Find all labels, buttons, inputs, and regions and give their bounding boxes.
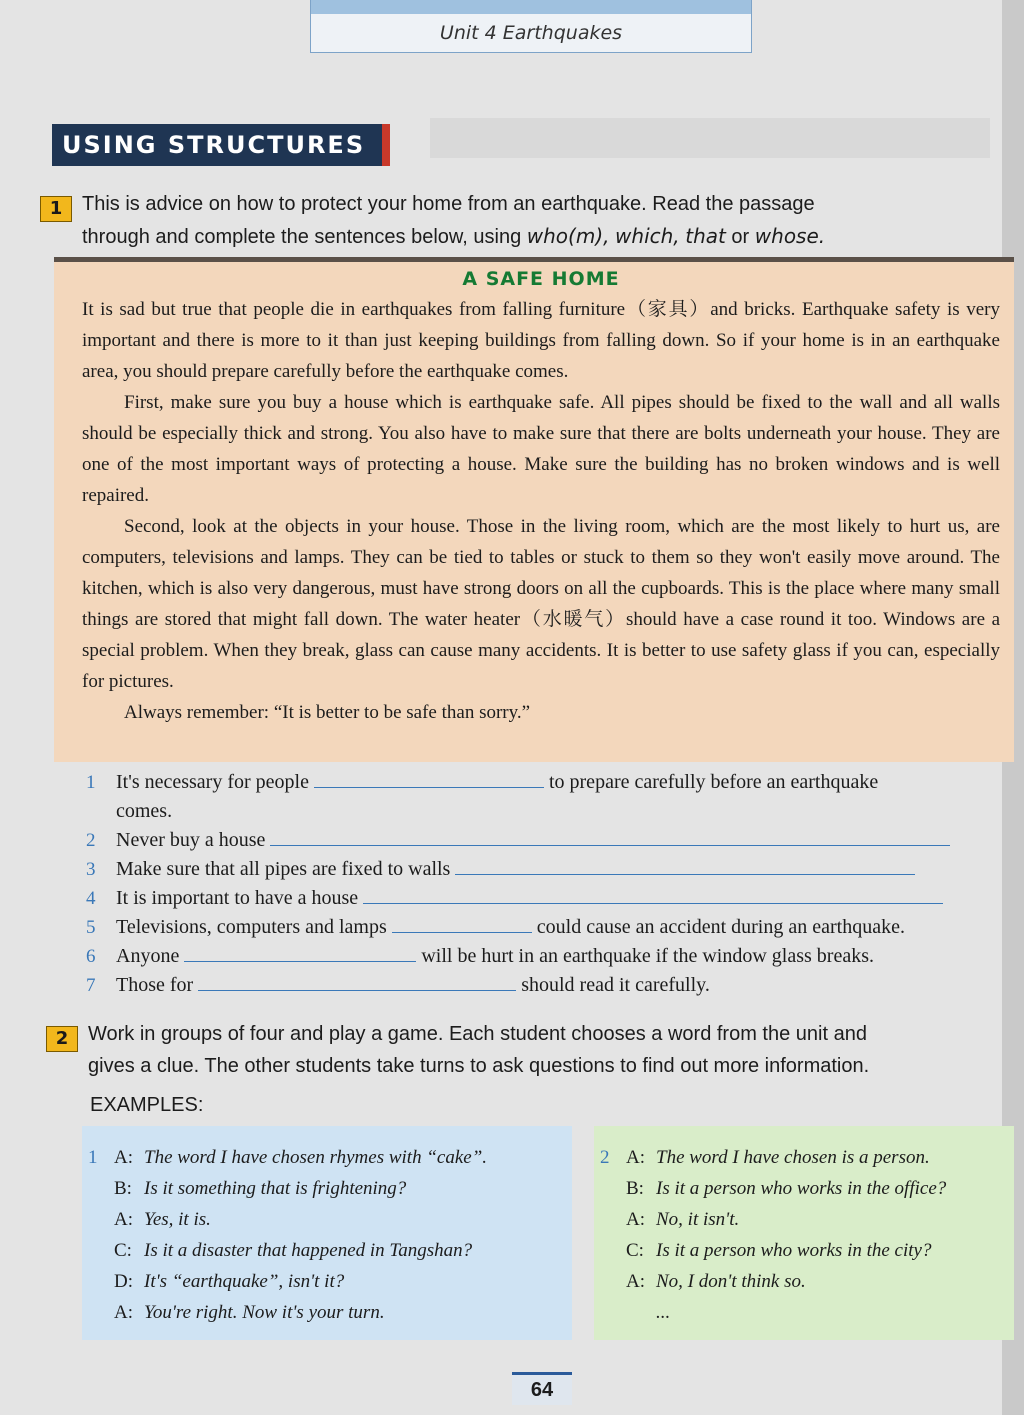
sentence-number: 6: [86, 946, 96, 967]
bleed-through-banner: [430, 118, 990, 158]
line-text: Is it a person who works in the office?: [656, 1178, 947, 1199]
connector-or: or: [731, 226, 750, 248]
sentence-text: It's necessary for people: [116, 771, 309, 793]
line-text: Yes, it is.: [144, 1209, 211, 1230]
sentence-text-after: could cause an accident during an earthquake.: [536, 916, 905, 938]
sentence-number: 3: [86, 859, 96, 880]
header-strip: [311, 0, 751, 14]
exercise-2-instruction: [88, 1018, 869, 1082]
examples-label: EXAMPLES:: [90, 1094, 204, 1116]
sentence-text: Those for: [116, 974, 194, 996]
speaker: B:: [114, 1178, 132, 1199]
speaker: C:: [626, 1240, 644, 1261]
instruction-prefix: through and complete the sentences below, using: [82, 226, 522, 248]
passage-paragraph-2: First, make sure you buy a house which is earthquake safe. All pipes should be fixed to the wall and all walls should be especially thick and strong. You also have to make sure that there are bolts underneath your house. They are one of the most important ways of protecting a house. Make sure the building has no broken windows and is well repaired.: [82, 392, 1000, 506]
instruction-line-1: This is advice on how to protect your home from an earthquake. Read the passage: [82, 193, 815, 215]
exercise-1-number: 1: [40, 196, 72, 222]
example-1-box: [82, 1126, 572, 1340]
line-text: Is it something that is frightening?: [144, 1178, 407, 1199]
pronoun-which: which,: [615, 224, 680, 248]
passage-paragraph-1: It is sad but true that people die in earthquakes from falling furniture（家具）and bricks. Earthquake safety is very important and there is more to it than just keeping buildings from falling down. So if your home is in an earthquake area, you should prepare carefully before the earthquake comes.: [82, 299, 1000, 382]
line-text: You're right. Now it's your turn.: [144, 1302, 385, 1323]
sentence-3: [86, 855, 1006, 884]
sentence-1: [86, 768, 1006, 826]
page-number: 64: [512, 1372, 572, 1405]
sentence-text: It is important to have a house: [116, 887, 359, 909]
passage-title: A SAFE HOME: [462, 268, 620, 290]
sentence-continuation: comes.: [116, 800, 173, 822]
line-text: ...: [656, 1302, 671, 1323]
answer-blank[interactable]: [270, 829, 950, 846]
pronoun-whose: whose.: [754, 224, 826, 248]
sentence-number: 5: [86, 917, 96, 938]
sentence-text-after: will be hurt in an earthquake if the window glass breaks.: [421, 945, 874, 967]
sentence-text: Make sure that all pipes are fixed to walls: [116, 858, 451, 880]
answer-blank[interactable]: [392, 916, 532, 933]
answer-blank[interactable]: [455, 858, 915, 875]
line-text: It's “earthquake”, isn't it?: [144, 1271, 345, 1292]
instruction-line-2: gives a clue. The other students take turns to ask questions to find out more information.: [88, 1055, 870, 1077]
instruction-line-2: [82, 220, 825, 253]
example-number: 1: [88, 1147, 98, 1168]
dialogue-line: [82, 1204, 572, 1235]
passage-paragraph-4: Always remember: “It is better to be safe than sorry.”: [124, 702, 531, 723]
sentence-number: 7: [86, 975, 96, 996]
dialogue-line: [82, 1297, 572, 1328]
dialogue-line: [594, 1297, 1014, 1328]
unit-title: Unit 4 Earthquakes: [439, 22, 623, 44]
exercise-2-number: 2: [46, 1026, 78, 1052]
answer-blank[interactable]: [363, 887, 943, 904]
sentence-4: [86, 884, 1006, 913]
instruction-line-1: Work in groups of four and play a game. Each student chooses a word from the unit and: [88, 1023, 867, 1045]
example-number: 2: [600, 1147, 610, 1168]
sentence-number: 1: [86, 772, 96, 793]
sentence-text: Never buy a house: [116, 829, 266, 851]
dialogue-line: [82, 1235, 572, 1266]
passage-box: [54, 262, 1014, 762]
dialogue-line: [594, 1204, 1014, 1235]
sentence-number: 2: [86, 830, 96, 851]
sentence-text: Anyone: [116, 945, 180, 967]
completion-sentences: [86, 768, 1006, 1000]
pronoun-that: that: [685, 224, 726, 248]
line-text: Is it a disaster that happened in Tangshan?: [144, 1240, 473, 1261]
example-2-box: [594, 1126, 1014, 1340]
sentence-text-after: to prepare carefully before an earthquake: [548, 771, 879, 793]
speaker: A:: [114, 1209, 133, 1230]
dialogue-line: [82, 1173, 572, 1204]
speaker: A:: [626, 1147, 645, 1168]
dialogue-line: [594, 1173, 1014, 1204]
sentence-text: Televisions, computers and lamps: [116, 916, 387, 938]
speaker: A:: [114, 1147, 133, 1168]
unit-header: [310, 0, 752, 53]
answer-blank[interactable]: [198, 974, 516, 991]
answer-blank[interactable]: [184, 945, 416, 962]
section-title: USING STRUCTURES: [52, 124, 390, 166]
line-text: No, I don't think so.: [656, 1271, 806, 1292]
speaker: A:: [626, 1271, 645, 1292]
dialogue-line: [594, 1142, 1014, 1173]
dialogue-line: [82, 1266, 572, 1297]
line-text: The word I have chosen rhymes with “cake”.: [144, 1147, 488, 1168]
speaker: A:: [626, 1209, 645, 1230]
sentence-text-after: should read it carefully.: [521, 974, 710, 996]
passage-paragraph-3: Second, look at the objects in your house. Those in the living room, which are the most likely to hurt us, are computers, televisions and lamps. They can be tied to tables or stuck to them so they won't easily move around. The kitchen, which is also very dangerous, must have strong doors on all the cupboards. This is the place where many small things are stored that might fall down. The water heater（水暖气）should have a case round it too. Windows are a special problem. When they break, glass can cause many accidents. It is better to use safety glass if you can, especially for pictures.: [82, 516, 1000, 692]
dialogue-line: [82, 1142, 572, 1173]
line-text: The word I have chosen is a person.: [656, 1147, 930, 1168]
dialogue-line: [594, 1235, 1014, 1266]
dialogue-line: [594, 1266, 1014, 1297]
sentence-5: [86, 913, 1006, 942]
sentence-2: [86, 826, 1006, 855]
speaker: D:: [114, 1271, 133, 1292]
speaker: B:: [626, 1178, 644, 1199]
pronoun-whom: who(m),: [526, 224, 610, 248]
speaker: A:: [114, 1302, 133, 1323]
sentence-number: 4: [86, 888, 96, 909]
speaker: C:: [114, 1240, 132, 1261]
sentence-6: [86, 942, 1006, 971]
answer-blank[interactable]: [314, 771, 544, 788]
exercise-1-instruction: [82, 188, 825, 253]
sentence-7: [86, 971, 1006, 1000]
line-text: Is it a person who works in the city?: [656, 1240, 932, 1261]
line-text: No, it isn't.: [656, 1209, 740, 1230]
